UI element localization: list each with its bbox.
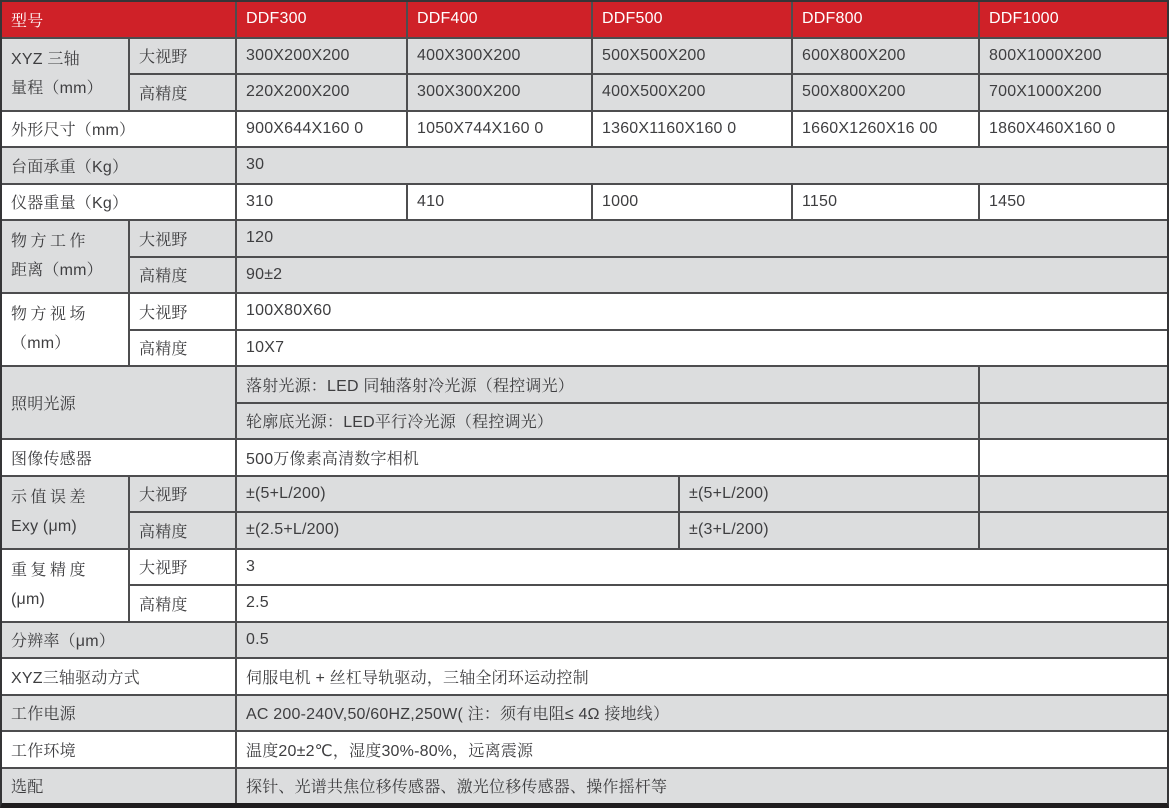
cell-dim-ddf400: 1050X744X160 0: [408, 112, 591, 147]
sublabel-wd-high-precision: 高精度: [130, 258, 235, 293]
cell-weight-ddf500: 1000: [593, 185, 791, 220]
header-cell-ddf500: DDF500: [593, 2, 791, 37]
header-cell-ddf300: DDF300: [237, 2, 406, 37]
sublabel-fov-high-precision: 高精度: [130, 331, 235, 366]
header-cell-ddf1000: DDF1000: [980, 2, 1167, 37]
cell-resolution-value: 0.5: [237, 623, 1167, 658]
cell-xyz-large-ddf300: 300X200X200: [237, 39, 406, 74]
sublabel-wd-large-fov: 大视野: [130, 221, 235, 256]
cell-wd-high-value: 90±2: [237, 258, 1167, 293]
row-label-repeatability: [2, 550, 128, 621]
sublabel-err-high-precision: 高精度: [130, 513, 235, 548]
cell-image-sensor-value: 500万像素高清数字相机: [237, 440, 978, 475]
row-label-working-distance-line1: 物方工作: [11, 233, 90, 250]
cell-err-high-right: ±(3+L/200): [680, 513, 978, 548]
cell-err-large-left: ±(5+L/200): [237, 477, 678, 512]
cell-xyz-large-ddf800: 600X800X200: [793, 39, 978, 74]
empty-cell: [980, 477, 1167, 512]
empty-cell: [980, 440, 1167, 475]
row-label-indication-error-line1: 示值误差: [11, 488, 90, 506]
cell-fov-high-value: 10X7: [237, 331, 1167, 366]
sublabel-xyz-high-precision: 高精度: [130, 75, 235, 110]
header-cell-model-label: 型号: [2, 2, 235, 37]
row-label-dimensions: 外形尺寸（mm）: [2, 112, 235, 147]
row-label-repeatability-line1: 重复精度: [11, 561, 90, 579]
cell-xyz-high-ddf500: 400X500X200: [593, 75, 791, 110]
row-label-environment: 工作环境: [2, 732, 235, 767]
row-label-working-distance: [2, 221, 128, 292]
row-label-illumination: 照明光源: [2, 367, 235, 438]
cell-weight-ddf300: 310: [237, 185, 406, 220]
cell-xyz-large-ddf500: 500X500X200: [593, 39, 791, 74]
row-label-working-distance-line2: 距离（mm）: [11, 262, 103, 279]
header-cell-ddf800: DDF800: [793, 2, 978, 37]
cell-table-load-value: 30: [237, 148, 1167, 183]
empty-cell: [980, 404, 1167, 439]
cell-power-value: AC 200-240V,50/60HZ,250W( 注：须有电阻≤ 4Ω 接地线）: [237, 696, 1167, 731]
cell-wd-large-value: 120: [237, 221, 1167, 256]
cell-dim-ddf800: 1660X1260X16 00: [793, 112, 978, 147]
row-label-image-sensor: 图像传感器: [2, 440, 235, 475]
cell-xyz-large-ddf1000: 800X1000X200: [980, 39, 1167, 74]
cell-xyz-high-ddf400: 300X300X200: [408, 75, 591, 110]
sublabel-err-large-fov: 大视野: [130, 477, 235, 512]
empty-cell: [980, 513, 1167, 548]
row-label-xyz-range-line2: 量程（mm）: [11, 79, 103, 97]
cell-err-high-left: ±(2.5+L/200): [237, 513, 678, 548]
cell-dim-ddf500: 1360X1160X160 0: [593, 112, 791, 147]
cell-illumination-profile: 轮廓底光源：LED平行冷光源（程控调光）: [237, 404, 978, 439]
row-label-xyz-range: [2, 39, 128, 110]
cell-fov-large-value: 100X80X60: [237, 294, 1167, 329]
row-label-field-of-view-line2: （mm）: [11, 335, 71, 352]
sublabel-rep-large-fov: 大视野: [130, 550, 235, 585]
header-cell-ddf400: DDF400: [408, 2, 591, 37]
row-label-table-load: 台面承重（Kg）: [2, 148, 235, 183]
cell-environment-value: 温度20±2℃，湿度30%-80%，远离震源: [237, 732, 1167, 767]
row-label-xyz-range-line1: XYZ 三轴: [11, 50, 80, 68]
cell-err-large-right: ±(5+L/200): [680, 477, 978, 512]
cell-dim-ddf1000: 1860X460X160 0: [980, 112, 1167, 147]
row-label-indication-error-line2: Exy (μm): [11, 517, 77, 535]
cell-drive-mode-value: 伺服电机 + 丝杠导轨驱动，三轴全闭环运动控制: [237, 659, 1167, 694]
row-label-resolution: 分辨率（μm）: [2, 623, 235, 658]
row-label-options: 选配: [2, 769, 235, 804]
sublabel-fov-large-fov: 大视野: [130, 294, 235, 329]
row-label-drive-mode: XYZ三轴驱动方式: [2, 659, 235, 694]
cell-xyz-high-ddf1000: 700X1000X200: [980, 75, 1167, 110]
row-label-indication-error: [2, 477, 128, 548]
cell-rep-high-value: 2.5: [237, 586, 1167, 621]
cell-weight-ddf400: 410: [408, 185, 591, 220]
cell-xyz-large-ddf400: 400X300X200: [408, 39, 591, 74]
cell-xyz-high-ddf300: 220X200X200: [237, 75, 406, 110]
row-label-repeatability-line2: (μm): [11, 590, 46, 608]
cell-weight-ddf800: 1150: [793, 185, 978, 220]
cell-dim-ddf300: 900X644X160 0: [237, 112, 406, 147]
cell-rep-large-value: 3: [237, 550, 1167, 585]
row-label-field-of-view-line1: 物方视场: [11, 306, 90, 323]
empty-cell: [980, 367, 1167, 402]
cell-illumination-incident: 落射光源：LED 同轴落射冷光源（程控调光）: [237, 367, 978, 402]
cell-weight-ddf1000: 1450: [980, 185, 1167, 220]
cell-options-value: 探针、光谱共焦位移传感器、激光位移传感器、操作摇杆等: [237, 769, 1167, 804]
row-label-field-of-view: [2, 294, 128, 365]
sublabel-rep-high-precision: 高精度: [130, 586, 235, 621]
sublabel-xyz-large-fov: 大视野: [130, 39, 235, 74]
row-label-weight: 仪器重量（Kg）: [2, 185, 235, 220]
row-label-power: 工作电源: [2, 696, 235, 731]
cell-xyz-high-ddf800: 500X800X200: [793, 75, 978, 110]
